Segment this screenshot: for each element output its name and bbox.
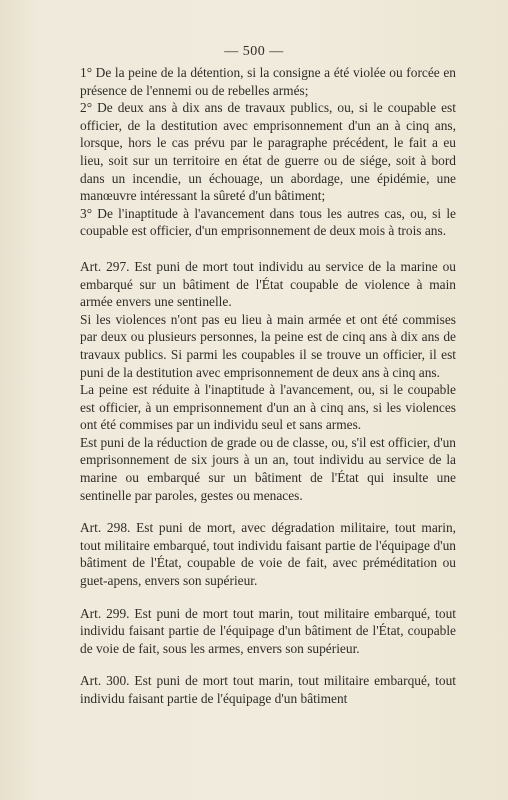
- paragraph-3: 3° De l'inaptitude à l'avancement dans tous les autres cas, ou, si le coupable est officier, d'un emprisonnement de deux mois à trois ans.: [80, 205, 456, 239]
- article-299: Art. 299. Est puni de mort tout marin, tout militaire embarqué, tout individu faisant partie de l'équipage d'un bâtiment de l'État, coupable de voie de fait, sous les armes, envers son supérieur.: [80, 605, 456, 656]
- article-297: Art. 297. Est puni de mort tout individu au service de la marine ou embarqué sur un bâtiment de l'État coupable de violence à main armée envers une sentinelle.: [80, 258, 456, 310]
- paragraph-1: 1° De la peine de la détention, si la consigne a été violée ou forcée en présence de l'ennemi ou de rebelles armés;: [80, 65, 456, 98]
- article-297-paragraph-3: La peine est réduite à l'inaptitude à l'avancement, ou, si le coupable est officier, à un emprisonnement d'un an à cinq ans, si les violences ont été commises par un individu seul et sans armes.: [80, 382, 456, 433]
- article-297-paragraph-4: Est puni de la réduction de grade ou de classe, ou, s'il est officier, d'un emprisonnement de six jours à un an, tout individu au service de la marine ou embarqué sur un bâtiment de l'État qui insulte une sentinelle par paroles, gestes ou menaces.: [80, 434, 456, 503]
- article-298: Art. 298. Est puni de mort, avec dégradation militaire, tout marin, tout militaire embarqué, tout individu faisant partie de l'équipage d'un bâtiment de l'État, coupable de voie de fait, avec préméditation ou guet-apens, envers son supérieur.: [80, 520, 456, 589]
- article-297-paragraph-2: Si les violences n'ont pas eu lieu à main armée et ont été commises par deux ou plusieurs personnes, la peine est de cinq ans à dix ans de travaux publics. Si parmi les coupables il se trouve un officier, il est puni de la destitution avec emprisonnement de deux ans à cinq ans.: [80, 311, 456, 380]
- paragraph-2: 2° De deux ans à dix ans de travaux publics, ou, si le coupable est officier, de la destitution avec emprisonnement d'un an à cinq ans, lorsque, hors le cas prévu par le paragraphe précédent, le fait a eu lieu, soit sur un territoire en état de guerre ou de siége, soit à bord dans un incendie, un échouage, un abordage, une épidémie, une manœuvre intéressant la sûreté d'un bâtiment;: [80, 100, 456, 204]
- article-300: Art. 300. Est puni de mort tout marin, tout militaire embarqué, tout individu faisant partie de l'équipage d'un bâtiment: [80, 673, 456, 706]
- page-number: — 500 —: [224, 44, 284, 59]
- page-body: [80, 64, 456, 708]
